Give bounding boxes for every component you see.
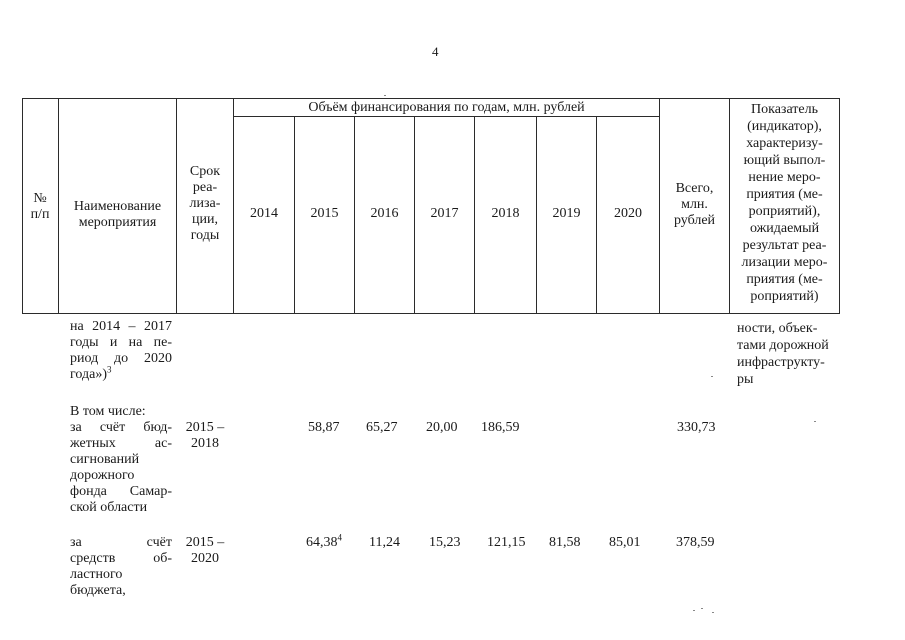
header-indicator-line: нение меро- bbox=[748, 170, 821, 185]
header-indicator-line: характеризу- bbox=[746, 136, 823, 151]
header-total-line: рублей bbox=[673, 213, 716, 228]
header-num-line: № bbox=[33, 191, 47, 206]
header-num-line: п/п bbox=[30, 207, 50, 222]
header-year-2017: 2017 bbox=[430, 206, 459, 221]
row-name-line: за счёт bbox=[70, 535, 172, 550]
header-indicator-line: приятия (ме- bbox=[746, 272, 823, 287]
footnote-marker: 3 bbox=[107, 364, 112, 375]
header-indicator-line: ожидаемый bbox=[749, 221, 820, 236]
header-indicator-line: роприятий) bbox=[750, 289, 819, 304]
header-term-line: ции, bbox=[192, 212, 218, 227]
row-term-line: 2015 – bbox=[185, 535, 225, 550]
header-term bbox=[177, 164, 233, 244]
header-indicator-line: роприятий), bbox=[748, 204, 821, 219]
row-name-line: средств об- bbox=[70, 551, 172, 566]
header-year-2020: 2020 bbox=[614, 206, 642, 221]
row-road-fund-total: 330,73 bbox=[677, 420, 716, 435]
continuation-name-line: годы и на пе- bbox=[70, 335, 172, 350]
header-indicator-line: ющий выпол- bbox=[743, 153, 826, 168]
row-road-fund-2018: 186,59 bbox=[481, 420, 520, 435]
row-regional-budget-2019: 81,58 bbox=[549, 535, 581, 550]
continuation-indicator-line: ности, объек- bbox=[737, 321, 818, 336]
header-indicator-line: приятия (ме- bbox=[746, 187, 823, 202]
row-term-line: 2020 bbox=[191, 551, 219, 566]
continuation-indicator-line: тами дорожной bbox=[737, 338, 829, 353]
row-name-line: дорожного bbox=[70, 468, 135, 483]
header-term-line: лиза- bbox=[189, 196, 221, 211]
header-indicator bbox=[730, 101, 839, 305]
header-year-2014: 2014 bbox=[250, 206, 278, 221]
header-financing-title: Объём финансирования по годам, млн. рублей bbox=[308, 100, 585, 115]
header-indicator-line: (индикатор), bbox=[747, 119, 822, 134]
continuation-indicator bbox=[737, 320, 839, 388]
row-name-line: ластного bbox=[70, 567, 123, 582]
row-name-line: бюджета, bbox=[70, 583, 126, 598]
header-name-line: мероприятия bbox=[78, 215, 157, 230]
row-regional-budget-2020: 85,01 bbox=[609, 535, 641, 550]
header-total-line: Всего, bbox=[675, 181, 714, 196]
row-road-fund-2017: 20,00 bbox=[426, 420, 458, 435]
row-regional-budget-term bbox=[177, 535, 233, 567]
continuation-indicator-line: инфраструкту- bbox=[737, 355, 825, 370]
header-name bbox=[59, 199, 176, 231]
continuation-name-line: риод до 2020 bbox=[70, 351, 172, 366]
header-term-line: Срок bbox=[189, 164, 221, 179]
row-regional-budget-2015-value: 64,38 bbox=[306, 535, 338, 550]
header-indicator-line: результат реа- bbox=[742, 238, 827, 253]
row-name-line: ской области bbox=[70, 500, 148, 515]
header-total-line: млн. bbox=[681, 197, 708, 212]
header-year-2019: 2019 bbox=[552, 206, 581, 221]
row-regional-budget-2015 bbox=[306, 532, 342, 551]
header-year-2015: 2015 bbox=[310, 206, 339, 221]
row-regional-budget-total: 378,59 bbox=[676, 535, 715, 550]
row-regional-budget-name bbox=[70, 535, 172, 599]
header-term-line: реа- bbox=[192, 180, 218, 195]
continuation-name-last-text: года») bbox=[70, 367, 107, 382]
row-regional-budget-2018: 121,15 bbox=[487, 535, 526, 550]
continuation-indicator-line: ры bbox=[737, 372, 754, 387]
header-year-2016: 2016 bbox=[370, 206, 399, 221]
row-name-line: за счёт бюд- bbox=[70, 420, 172, 435]
row-road-fund-term bbox=[177, 420, 233, 452]
row-road-fund-name bbox=[70, 404, 172, 516]
continuation-name-last bbox=[70, 364, 172, 383]
footnote-marker: 4 bbox=[337, 532, 342, 543]
row-term-line: 2018 bbox=[191, 436, 219, 451]
continuation-name-line: на 2014 – 2017 bbox=[70, 319, 172, 334]
row-road-fund-2016: 65,27 bbox=[366, 420, 398, 435]
row-name-line: В том числе: bbox=[70, 404, 146, 419]
continuation-name bbox=[70, 319, 172, 383]
page-number: 4 bbox=[432, 44, 439, 59]
header-year-2018: 2018 bbox=[491, 206, 520, 221]
row-regional-budget-2016: 11,24 bbox=[369, 535, 400, 550]
row-term-line: 2015 – bbox=[185, 420, 225, 435]
header-indicator-line: Показатель bbox=[751, 102, 818, 117]
row-regional-budget-2017: 15,23 bbox=[429, 535, 461, 550]
row-name-line: фонда Самар- bbox=[70, 484, 172, 499]
row-name-line: жетных ас- bbox=[70, 436, 172, 451]
row-name-line: сигнований bbox=[70, 452, 140, 467]
header-term-line: годы bbox=[190, 228, 220, 243]
header-name-line: Наименование bbox=[73, 199, 162, 214]
header-indicator-line: лизации меро- bbox=[741, 255, 828, 270]
header-num bbox=[22, 191, 58, 223]
header-total bbox=[660, 181, 729, 229]
row-road-fund-2015: 58,87 bbox=[308, 420, 340, 435]
